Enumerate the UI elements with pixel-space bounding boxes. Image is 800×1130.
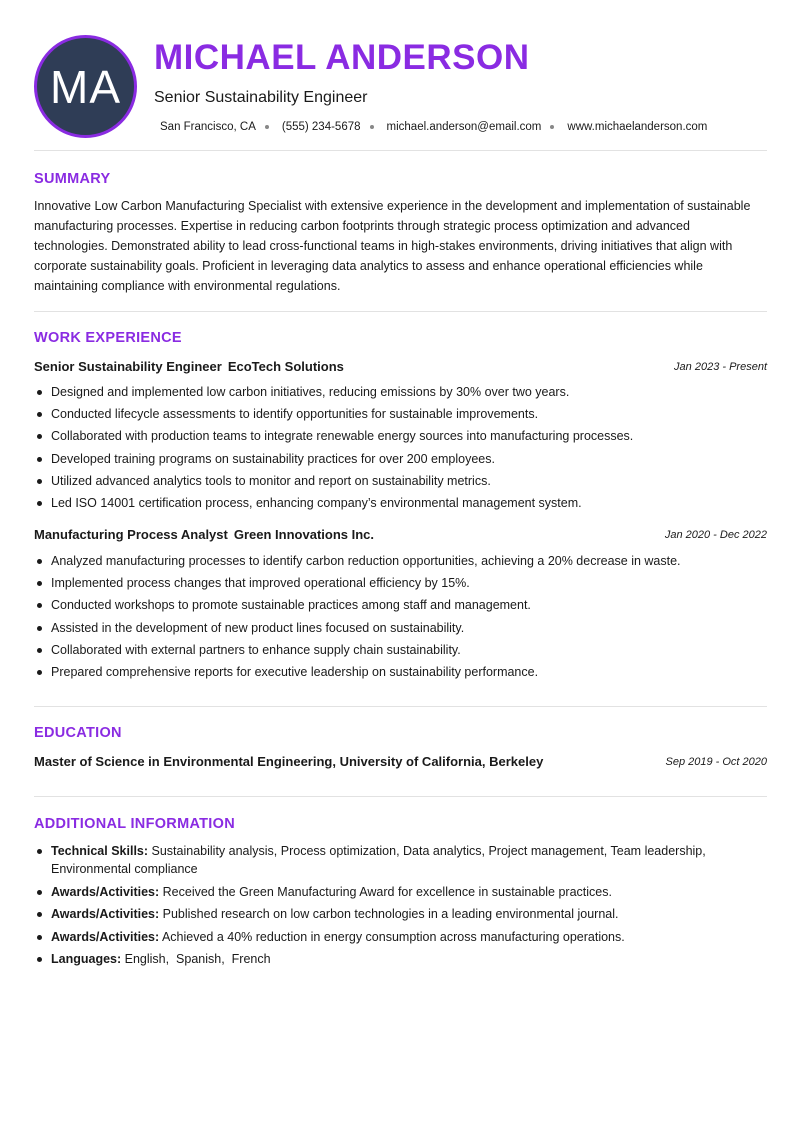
info-key: Technical Skills:	[51, 844, 149, 858]
job-bullets	[34, 553, 767, 686]
info-key: Awards/Activities:	[51, 884, 160, 899]
list-item	[34, 905, 767, 923]
list-item: Conducted workshops to promote sustainable practices among staff and management.	[34, 597, 767, 613]
job-role: Manufacturing Process Analyst	[34, 527, 228, 542]
job-date: Jan 2023 - Present	[674, 361, 767, 373]
list-item	[34, 950, 767, 968]
experience-heading: WORK EXPERIENCE	[34, 330, 182, 346]
contact-info	[160, 121, 707, 133]
job-company: EcoTech Solutions	[227, 359, 344, 374]
list-item: Prepared comprehensive reports for executive leadership on sustainability performance.	[34, 664, 767, 680]
info-key: Awards/Activities:	[51, 929, 160, 944]
list-item: Collaborated with production teams to integrate renewable energy sources into manufacturing processes.	[34, 428, 767, 444]
contact-phone[interactable]: (555) 234-5678	[281, 121, 361, 133]
additional-list	[34, 842, 767, 973]
job-role: Senior Sustainability Engineer	[34, 359, 222, 374]
job-role-line	[34, 359, 344, 374]
info-key: Languages:	[51, 952, 122, 966]
list-item: Implemented process changes that improved operational efficiency by 15%.	[34, 575, 767, 591]
additional-heading: ADDITIONAL INFORMATION	[34, 816, 235, 832]
contact-location: San Francisco, CA	[160, 121, 256, 133]
divider	[34, 706, 767, 707]
list-item: Developed training programs on sustainability practices for over 200 employees.	[34, 451, 767, 467]
job-role-line	[34, 527, 374, 542]
job-bullets	[34, 384, 767, 517]
info-value: English, Spanish, French	[124, 952, 271, 966]
separator-dot	[265, 125, 269, 129]
job-header	[34, 359, 767, 377]
divider	[34, 150, 767, 151]
list-item: Designed and implemented low carbon initiatives, reducing emissions by 30% over two years.	[34, 384, 767, 400]
summary-text: Innovative Low Carbon Manufacturing Specialist with extensive experience in the development and implementation of sustainable manufacturing processes. Expertise in reducing carbon footprints through strategic process optimization and advanced technologies. Demonstrated ability to lead cross-functional teams in high-stakes environments, driving initiatives that align with corporate sustainability goals. Proficient in leveraging data analytics to assess and enhance operational efficiencies while maintaining compliance with environmental regulations.	[34, 199, 751, 293]
list-item: Collaborated with external partners to enhance supply chain sustainability.	[34, 642, 767, 658]
job-date: Jan 2020 - Dec 2022	[664, 529, 767, 541]
list-item: Utilized advanced analytics tools to monitor and report on sustainability metrics.	[34, 473, 767, 489]
info-value: Received the Green Manufacturing Award for excellence in sustainable practices.	[162, 884, 612, 899]
contact-website[interactable]: www.michaelanderson.com	[567, 121, 708, 133]
summary-heading: SUMMARY	[34, 171, 111, 187]
contact-email[interactable]: michael.anderson@email.com	[386, 121, 542, 133]
avatar	[34, 35, 137, 138]
avatar-initials: MA	[50, 60, 121, 113]
list-item: Assisted in the development of new product lines focused on sustainability.	[34, 620, 767, 636]
education-entry	[34, 754, 767, 772]
resume-header	[0, 0, 800, 150]
candidate-title: Senior Sustainability Engineer	[154, 89, 368, 106]
list-item: Analyzed manufacturing processes to identify carbon reduction opportunities, achieving a 20% decrease in waste.	[34, 553, 767, 569]
education-date: Sep 2019 - Oct 2020	[665, 756, 767, 768]
divider	[34, 311, 767, 312]
job-header	[34, 527, 767, 545]
list-item: Led ISO 14001 certification process, enhancing company’s environmental management system.	[34, 495, 767, 511]
candidate-name: MICHAEL ANDERSON	[154, 38, 530, 77]
divider	[34, 796, 767, 797]
info-value: Sustainability analysis, Process optimization, Data analytics, Project management, Team leadership, Environmental compliance	[51, 844, 706, 876]
education-heading: EDUCATION	[34, 725, 122, 741]
list-item	[34, 883, 767, 901]
list-item: Conducted lifecycle assessments to identify opportunities for sustainable improvements.	[34, 406, 767, 422]
info-key: Awards/Activities:	[51, 907, 160, 921]
list-item	[34, 928, 767, 946]
info-value: Published research on low carbon technologies in a leading environmental journal.	[162, 907, 619, 921]
separator-dot	[550, 125, 554, 129]
job-company: Green Innovations Inc.	[233, 527, 374, 542]
education-degree: Master of Science in Environmental Engineering, University of California, Berkeley	[34, 754, 544, 769]
separator-dot	[370, 125, 374, 129]
info-value: Achieved a 40% reduction in energy consumption across manufacturing operations.	[161, 929, 625, 944]
list-item	[34, 842, 767, 878]
